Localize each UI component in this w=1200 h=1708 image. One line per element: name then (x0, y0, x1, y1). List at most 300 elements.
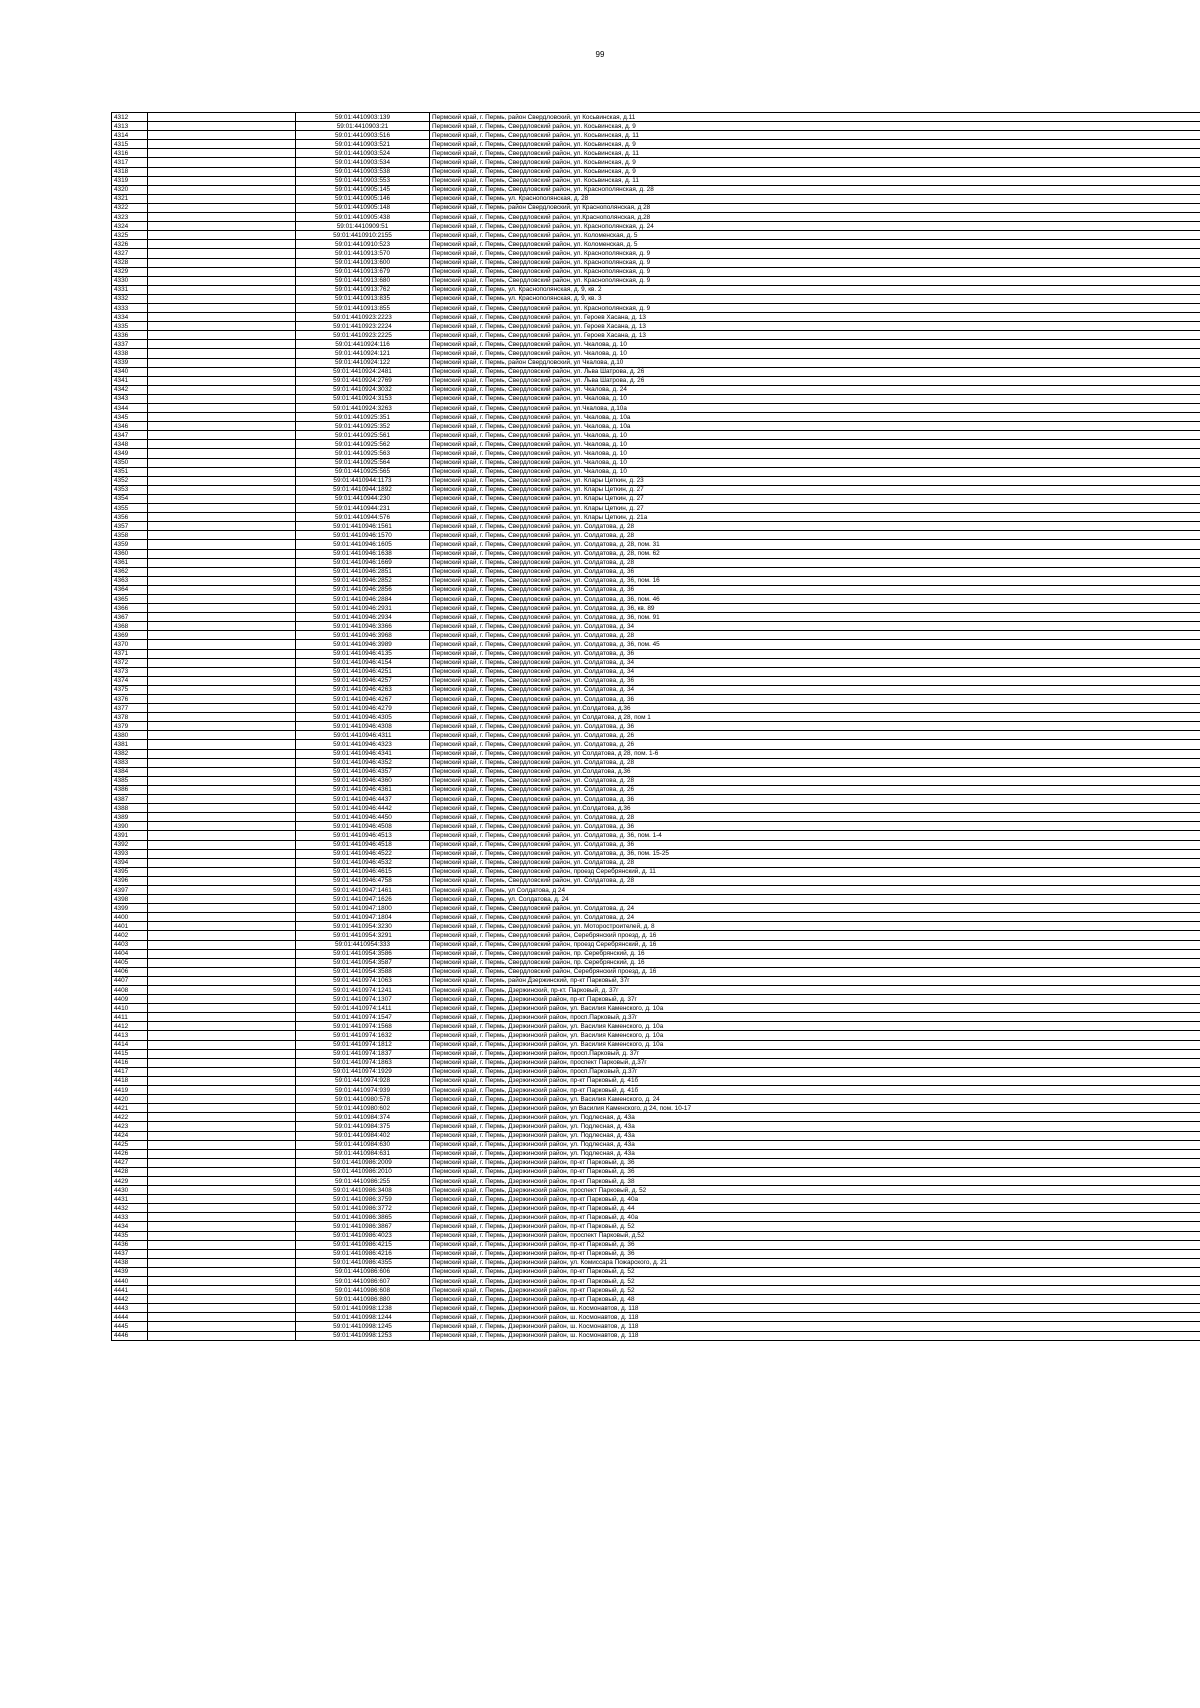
cadastral-number-cell: 59:01:4410903:516 (296, 131, 430, 140)
table-row (112, 876, 1200, 885)
table-row (112, 122, 1200, 131)
address-cell: Пермский край, г. Пермь, Дзержинский район, проспект Парковый, д.52 (430, 1231, 1200, 1240)
address-cell: Пермский край, г. Пермь, Свердловский район, ул. Солдатова, д. 36 (430, 585, 1200, 594)
address-cell: Пермский край, г. Пермь, Дзержинский район, ш. Космонавтов, д. 118 (430, 1313, 1200, 1322)
address-cell: Пермский край, г. Пермь, Дзержинский район, ш. Космонавтов, д. 118 (430, 1322, 1200, 1331)
cadastral-number-cell: 59:01:4410913:680 (296, 276, 430, 285)
empty-cell (148, 822, 296, 831)
row-number-cell: 4433 (112, 1213, 148, 1222)
address-cell: Пермский край, г. Пермь, Свердловский район, ул.Солдатова, д.36 (430, 804, 1200, 813)
row-number-cell: 4374 (112, 676, 148, 685)
cadastral-number-cell: 59:01:4410984:630 (296, 1140, 430, 1149)
empty-cell (148, 185, 296, 194)
cadastral-number-cell: 59:01:4410946:4308 (296, 722, 430, 731)
row-number-cell: 4376 (112, 695, 148, 704)
table-row (112, 995, 1200, 1004)
table-row (112, 885, 1200, 894)
table-row (112, 404, 1200, 413)
table-row (112, 1031, 1200, 1040)
empty-cell (148, 594, 296, 603)
empty-cell (148, 1331, 296, 1340)
row-number-cell: 4422 (112, 1113, 148, 1122)
table-row (112, 867, 1200, 876)
address-cell: Пермский край, г. Пермь, Свердловский район, ул. Солдатова, д. 26 (430, 740, 1200, 749)
row-number-cell: 4394 (112, 858, 148, 867)
address-cell: Пермский край, г. Пермь, Свердловский район, ул. Краснополянская, д. 9 (430, 267, 1200, 276)
cadastral-number-cell: 59:01:4410974:1307 (296, 995, 430, 1004)
table-row (112, 367, 1200, 376)
cadastral-number-cell: 59:01:4410903:521 (296, 140, 430, 149)
table-row (112, 567, 1200, 576)
cadastral-number-cell: 59:01:4410905:146 (296, 194, 430, 203)
empty-cell (148, 976, 296, 985)
row-number-cell: 4326 (112, 240, 148, 249)
cadastral-number-cell: 59:01:4410998:1238 (296, 1304, 430, 1313)
address-cell: Пермский край, г. Пермь, Свердловский район, ул.Чкалова, д.10а (430, 404, 1200, 413)
row-number-cell: 4323 (112, 213, 148, 222)
page-number: 99 (595, 50, 605, 59)
empty-cell (148, 267, 296, 276)
table-row (112, 458, 1200, 467)
cadastral-number-cell: 59:01:4410946:2852 (296, 576, 430, 585)
row-number-cell: 4408 (112, 986, 148, 995)
cadastral-number-cell: 59:01:4410980:578 (296, 1095, 430, 1104)
cadastral-number-cell: 59:01:4410974:1411 (296, 1004, 430, 1013)
cadastral-number-cell: 59:01:4410944:576 (296, 513, 430, 522)
cadastral-number-cell: 59:01:4410986:2010 (296, 1167, 430, 1176)
address-cell: Пермский край, г. Пермь, Дзержинский район, пр-кт Парковый, д. 48 (430, 1295, 1200, 1304)
table-row (112, 1213, 1200, 1222)
row-number-cell: 4315 (112, 140, 148, 149)
table-row (112, 576, 1200, 585)
cadastral-number-cell: 59:01:4410954:3587 (296, 958, 430, 967)
table-row (112, 240, 1200, 249)
empty-cell (148, 140, 296, 149)
table-row (112, 1167, 1200, 1176)
table-row (112, 1022, 1200, 1031)
address-cell: Пермский край, г. Пермь, Свердловский район, ул. Солдатова, д. 28 (430, 876, 1200, 885)
address-cell: Пермский край, г. Пермь, Свердловский район, ул. Льва Шатрова, д. 26 (430, 376, 1200, 385)
address-cell: Пермский край, г. Пермь, Свердловский район, ул. Солдатова, д. 34 (430, 622, 1200, 631)
row-number-cell: 4437 (112, 1249, 148, 1258)
cadastral-number-cell: 59:01:4410946:1561 (296, 522, 430, 531)
address-cell: Пермский край, г. Пермь, Свердловский район, ул. Краснополянская, д. 9 (430, 258, 1200, 267)
empty-cell (148, 813, 296, 822)
address-cell: Пермский край, г. Пермь, Свердловский район, ул. Солдатова, д. 36, пом. 45 (430, 640, 1200, 649)
table-row (112, 1104, 1200, 1113)
address-cell: Пермский край, г. Пермь, Дзержинский район, ул. Подлесная, д. 43а (430, 1122, 1200, 1131)
row-number-cell: 4384 (112, 767, 148, 776)
cadastral-number-cell: 59:01:4410946:3366 (296, 622, 430, 631)
row-number-cell: 4442 (112, 1295, 148, 1304)
cadastral-number-cell: 59:01:4410946:2934 (296, 613, 430, 622)
cadastral-number-cell: 59:01:4410946:2931 (296, 604, 430, 613)
empty-cell (148, 876, 296, 885)
address-cell: Пермский край, г. Пермь, Свердловский район, ул. Солдатова, д. 36, кв. 89 (430, 604, 1200, 613)
row-number-cell: 4373 (112, 667, 148, 676)
table-row (112, 795, 1200, 804)
address-cell: Пермский край, г. Пермь, Свердловский район, ул. Клары Цеткин, д. 21а (430, 513, 1200, 522)
empty-cell (148, 194, 296, 203)
empty-cell (148, 1231, 296, 1240)
row-number-cell: 4420 (112, 1095, 148, 1104)
table-row (112, 649, 1200, 658)
address-cell: Пермский край, г. Пермь, Свердловский район, ул. Солдатова, д. 28 (430, 558, 1200, 567)
address-cell: Пермский край, г. Пермь, Свердловский район, ул. Солдатова, д. 24 (430, 913, 1200, 922)
address-cell: Пермский край, г. Пермь, Дзержинский район, пр-кт Парковый, д. 40а (430, 1195, 1200, 1204)
cadastral-number-cell: 59:01:4410974:1837 (296, 1049, 430, 1058)
row-number-cell: 4356 (112, 513, 148, 522)
address-cell: Пермский край, г. Пермь, Дзержинский район, пр-кт Парковый, д. 38 (430, 1176, 1200, 1185)
empty-cell (148, 449, 296, 458)
empty-cell (148, 895, 296, 904)
address-cell: Пермский край, г. Пермь, Свердловский район, ул. Солдатова, д. 28 (430, 522, 1200, 531)
empty-cell (148, 1158, 296, 1167)
cadastral-number-cell: 59:01:4410924:3032 (296, 385, 430, 394)
cadastral-number-cell: 59:01:4410925:352 (296, 422, 430, 431)
empty-cell (148, 567, 296, 576)
empty-cell (148, 167, 296, 176)
table-row (112, 940, 1200, 949)
empty-cell (148, 113, 296, 122)
row-number-cell: 4327 (112, 249, 148, 258)
table-row (112, 322, 1200, 331)
empty-cell (148, 1286, 296, 1295)
table-row (112, 1004, 1200, 1013)
cadastral-number-cell: 59:01:4410986:3865 (296, 1213, 430, 1222)
row-number-cell: 4351 (112, 467, 148, 476)
empty-cell (148, 613, 296, 622)
address-cell: Пермский край, г. Пермь, ул. Краснополянская, д. 28 (430, 194, 1200, 203)
address-cell: Пермский край, г. Пермь, Свердловский район, ул. Солдатова, д. 36 (430, 567, 1200, 576)
address-cell: Пермский край, г. Пермь, Свердловский район, ул. Краснополянская, д. 9 (430, 303, 1200, 312)
table-row (112, 931, 1200, 940)
table-row (112, 1313, 1200, 1322)
table-row (112, 431, 1200, 440)
row-number-cell: 4438 (112, 1258, 148, 1267)
address-cell: Пермский край, г. Пермь, Свердловский район, ул. Моторостроителей, д. 8 (430, 922, 1200, 931)
empty-cell (148, 367, 296, 376)
table-row (112, 804, 1200, 813)
table-row (112, 1149, 1200, 1158)
empty-cell (148, 1204, 296, 1213)
empty-cell (148, 1104, 296, 1113)
row-number-cell: 4441 (112, 1286, 148, 1295)
row-number-cell: 4390 (112, 822, 148, 831)
cadastral-number-cell: 59:01:4410986:880 (296, 1295, 430, 1304)
row-number-cell: 4355 (112, 504, 148, 513)
address-cell: Пермский край, г. Пермь, Свердловский район, ул. Краснополянская, д. 9 (430, 249, 1200, 258)
cadastral-number-cell: 59:01:4410998:1245 (296, 1322, 430, 1331)
empty-cell (148, 276, 296, 285)
empty-cell (148, 1076, 296, 1085)
cadastral-number-cell: 59:01:4410946:4154 (296, 658, 430, 667)
table-row (112, 222, 1200, 231)
table-row (112, 1286, 1200, 1295)
cadastral-number-cell: 59:01:4410905:148 (296, 203, 430, 212)
table-row (112, 685, 1200, 694)
empty-cell (148, 1113, 296, 1122)
address-cell: Пермский край, г. Пермь, Дзержинский район, ул. Василия Каменского, д. 10а (430, 1022, 1200, 1031)
row-number-cell: 4383 (112, 758, 148, 767)
empty-cell (148, 967, 296, 976)
address-cell: Пермский край, г. Пермь, Свердловский район, ул. Косьвинская, д. 9 (430, 167, 1200, 176)
cadastral-number-cell: 59:01:4410923:2223 (296, 313, 430, 322)
empty-cell (148, 213, 296, 222)
row-number-cell: 4436 (112, 1240, 148, 1249)
table-row (112, 1067, 1200, 1076)
cadastral-number-cell: 59:01:4410986:4215 (296, 1240, 430, 1249)
empty-cell (148, 622, 296, 631)
row-number-cell: 4368 (112, 622, 148, 631)
table-row (112, 1277, 1200, 1286)
address-cell: Пермский край, г. Пермь, Свердловский район, проезд Серебрянский, д. 11 (430, 867, 1200, 876)
table-row (112, 895, 1200, 904)
table-row (112, 604, 1200, 613)
empty-cell (148, 576, 296, 585)
address-cell: Пермский край, г. Пермь, Свердловский район, ул. Чкалова, д. 10 (430, 394, 1200, 403)
table-row (112, 303, 1200, 312)
row-number-cell: 4414 (112, 1040, 148, 1049)
table-row (112, 1222, 1200, 1231)
row-number-cell: 4402 (112, 931, 148, 940)
empty-cell (148, 785, 296, 794)
empty-cell (148, 1095, 296, 1104)
empty-cell (148, 722, 296, 731)
row-number-cell: 4405 (112, 958, 148, 967)
cadastral-number-cell: 59:01:4410986:607 (296, 1277, 430, 1286)
address-cell: Пермский край, г. Пермь, Свердловский район, ул. Солдатова, д. 28 (430, 813, 1200, 822)
row-number-cell: 4360 (112, 549, 148, 558)
empty-cell (148, 804, 296, 813)
table-row (112, 113, 1200, 122)
row-number-cell: 4345 (112, 413, 148, 422)
row-number-cell: 4428 (112, 1167, 148, 1176)
address-cell: Пермский край, г. Пермь, Дзержинский район, пр-кт Парковый, д. 36 (430, 1240, 1200, 1249)
table-row (112, 131, 1200, 140)
cadastral-number-cell: 59:01:4410954:3588 (296, 967, 430, 976)
row-number-cell: 4335 (112, 322, 148, 331)
table-row (112, 176, 1200, 185)
row-number-cell: 4429 (112, 1176, 148, 1185)
empty-cell (148, 776, 296, 785)
address-cell: Пермский край, г. Пермь, Свердловский район, ул. Чкалова, д. 10 (430, 340, 1200, 349)
table-row (112, 849, 1200, 858)
cadastral-number-cell: 59:01:4410974:939 (296, 1086, 430, 1095)
cadastral-number-cell: 59:01:4410946:4311 (296, 731, 430, 740)
row-number-cell: 4444 (112, 1313, 148, 1322)
table-row (112, 749, 1200, 758)
address-cell: Пермский край, г. Пермь, Свердловский район, ул. Солдатова, д. 36 (430, 649, 1200, 658)
empty-cell (148, 1086, 296, 1095)
address-cell: Пермский край, г. Пермь, Дзержинский район, пр-кт Парковый, д. 36 (430, 1167, 1200, 1176)
cadastral-number-cell: 59:01:4410946:2851 (296, 567, 430, 576)
address-cell: Пермский край, г. Пермь, ул. Краснополянская, д. 9, кв. 3 (430, 294, 1200, 303)
address-cell: Пермский край, г. Пермь, Свердловский район, ул. Солдатова, д. 24 (430, 904, 1200, 913)
cadastral-number-cell: 59:01:4410925:563 (296, 449, 430, 458)
empty-cell (148, 258, 296, 267)
address-cell: Пермский край, г. Пермь, Дзержинский район, пр-кт Парковый, д. 41б (430, 1086, 1200, 1095)
cadastral-number-cell: 59:01:4410998:1244 (296, 1313, 430, 1322)
address-cell: Пермский край, г. Пермь, Дзержинский район, просп.Парковый, д.37г (430, 1013, 1200, 1022)
table-row (112, 485, 1200, 494)
address-cell: Пермский край, г. Пермь, Свердловский район, ул. Косьвинская, д. 9 (430, 122, 1200, 131)
address-cell: Пермский край, г. Пермь, Свердловский район, пр. Серебрянский, д. 16 (430, 958, 1200, 967)
empty-cell (148, 840, 296, 849)
table-row (112, 413, 1200, 422)
table-row (112, 449, 1200, 458)
address-cell: Пермский край, г. Пермь, Дзержинский район, пр-кт Парковый, д. 44 (430, 1204, 1200, 1213)
cadastral-number-cell: 59:01:4410946:2884 (296, 594, 430, 603)
cadastral-number-cell: 59:01:4410923:2225 (296, 331, 430, 340)
registry-table (111, 112, 1200, 1341)
empty-cell (148, 676, 296, 685)
table-row (112, 140, 1200, 149)
empty-cell (148, 931, 296, 940)
address-cell: Пермский край, г. Пермь, Свердловский район, ул. Солдатова, д. 34 (430, 685, 1200, 694)
row-number-cell: 4407 (112, 976, 148, 985)
empty-cell (148, 303, 296, 312)
row-number-cell: 4377 (112, 704, 148, 713)
cadastral-number-cell: 59:01:4410944:1173 (296, 476, 430, 485)
address-cell: Пермский край, г. Пермь, ул. Солдатова, д. 24 (430, 895, 1200, 904)
row-number-cell: 4396 (112, 876, 148, 885)
table-row (112, 258, 1200, 267)
row-number-cell: 4312 (112, 113, 148, 122)
cadastral-number-cell: 59:01:4410944:1892 (296, 485, 430, 494)
table-row (112, 549, 1200, 558)
table-row (112, 349, 1200, 358)
cadastral-number-cell: 59:01:4410986:4023 (296, 1231, 430, 1240)
cadastral-number-cell: 59:01:4410974:1568 (296, 1022, 430, 1031)
table-row (112, 522, 1200, 531)
table-row (112, 1049, 1200, 1058)
cadastral-number-cell: 59:01:4410946:4615 (296, 867, 430, 876)
empty-cell (148, 1176, 296, 1185)
address-cell: Пермский край, г. Пермь, Дзержинский район, пр-кт Парковый, д. 36 (430, 1249, 1200, 1258)
cadastral-number-cell: 59:01:4410974:928 (296, 1076, 430, 1085)
empty-cell (148, 358, 296, 367)
empty-cell (148, 1322, 296, 1331)
table-row (112, 1249, 1200, 1258)
address-cell: Пермский край, г. Пермь, Свердловский район, ул.Краснополянская, д.28 (430, 213, 1200, 222)
empty-cell (148, 1267, 296, 1276)
empty-cell (148, 958, 296, 967)
address-cell: Пермский край, г. Пермь, Свердловский район, ул. Чкалова, д. 10 (430, 440, 1200, 449)
row-number-cell: 4418 (112, 1076, 148, 1085)
row-number-cell: 4316 (112, 149, 148, 158)
cadastral-number-cell: 59:01:4410946:3968 (296, 631, 430, 640)
address-cell: Пермский край, г. Пермь, Дзержинский район, ул. Василия Каменского, д. 10а (430, 1040, 1200, 1049)
address-cell: Пермский край, г. Пермь, Свердловский район, ул.Солдатова, д.36 (430, 767, 1200, 776)
table-row (112, 1304, 1200, 1313)
table-row (112, 531, 1200, 540)
address-cell: Пермский край, г. Пермь, Дзержинский район, просп.Парковый, д. 37г (430, 1049, 1200, 1058)
empty-cell (148, 885, 296, 894)
cadastral-number-cell: 59:01:4410946:4450 (296, 813, 430, 822)
address-cell: Пермский край, г. Пермь, Дзержинский район, ул. Подлесная, д. 43а (430, 1149, 1200, 1158)
empty-cell (148, 767, 296, 776)
address-cell: Пермский край, г. Пермь, Свердловский район, ул. Чкалова, д. 10 (430, 431, 1200, 440)
row-number-cell: 4344 (112, 404, 148, 413)
cadastral-number-cell: 59:01:4410974:1929 (296, 1067, 430, 1076)
address-cell: Пермский край, г. Пермь, Свердловский район, ул. Чкалова, д. 10 (430, 467, 1200, 476)
cadastral-number-cell: 59:01:4410946:4251 (296, 667, 430, 676)
empty-cell (148, 1195, 296, 1204)
address-cell: Пермский край, г. Пермь, Свердловский район, ул. Клары Цеткин, д. 27 (430, 494, 1200, 503)
empty-cell (148, 1140, 296, 1149)
address-cell: Пермский край, г. Пермь, Свердловский район, ул. Коломенская, д. 5 (430, 240, 1200, 249)
cadastral-number-cell: 59:01:4410913:835 (296, 294, 430, 303)
cadastral-number-cell: 59:01:4410946:4341 (296, 749, 430, 758)
row-number-cell: 4334 (112, 313, 148, 322)
address-cell: Пермский край, г. Пермь, Дзержинский район, просп.Парковый, д.37г (430, 1067, 1200, 1076)
row-number-cell: 4313 (112, 122, 148, 131)
empty-cell (148, 203, 296, 212)
address-cell: Пермский край, г. Пермь, Свердловский район, ул. Чкалова, д. 10 (430, 349, 1200, 358)
row-number-cell: 4354 (112, 494, 148, 503)
table-row (112, 558, 1200, 567)
row-number-cell: 4319 (112, 176, 148, 185)
empty-cell (148, 986, 296, 995)
cadastral-number-cell: 59:01:4410947:1804 (296, 913, 430, 922)
row-number-cell: 4406 (112, 967, 148, 976)
row-number-cell: 4362 (112, 567, 148, 576)
table-row (112, 622, 1200, 631)
cadastral-number-cell: 59:01:4410903:21 (296, 122, 430, 131)
empty-cell (148, 313, 296, 322)
address-cell: Пермский край, г. Пермь, Свердловский район, ул. Клары Цеткин, д. 27 (430, 504, 1200, 513)
empty-cell (148, 1040, 296, 1049)
row-number-cell: 4314 (112, 131, 148, 140)
address-cell: Пермский край, г. Пермь, Дзержинский район, пр-кт Парковый, д. 52 (430, 1222, 1200, 1231)
table-row (112, 167, 1200, 176)
cadastral-number-cell: 59:01:4410998:1253 (296, 1331, 430, 1340)
empty-cell (148, 1222, 296, 1231)
row-number-cell: 4341 (112, 376, 148, 385)
empty-cell (148, 467, 296, 476)
table-row (112, 1258, 1200, 1267)
table-row (112, 185, 1200, 194)
row-number-cell: 4347 (112, 431, 148, 440)
row-number-cell: 4388 (112, 804, 148, 813)
row-number-cell: 4317 (112, 158, 148, 167)
empty-cell (148, 995, 296, 1004)
empty-cell (148, 322, 296, 331)
address-cell: Пермский край, г. Пермь, Дзержинский район, ул. Комиссара Пожарского, д. 21 (430, 1258, 1200, 1267)
row-number-cell: 4352 (112, 476, 148, 485)
row-number-cell: 4427 (112, 1158, 148, 1167)
row-number-cell: 4363 (112, 576, 148, 585)
row-number-cell: 4325 (112, 231, 148, 240)
cadastral-number-cell: 59:01:4410946:4758 (296, 876, 430, 885)
address-cell: Пермский край, г. Пермь, Свердловский район, ул. Солдатова, д. 28 (430, 531, 1200, 540)
address-cell: Пермский край, г. Пермь, Свердловский район, ул.Солдатова, д.36 (430, 704, 1200, 713)
cadastral-number-cell: 59:01:4410913:600 (296, 258, 430, 267)
address-cell: Пермский край, г. Пермь, Свердловский район, ул. Солдатова, д. 36 (430, 722, 1200, 731)
cadastral-number-cell: 59:01:4410946:4135 (296, 649, 430, 658)
cadastral-number-cell: 59:01:4410924:116 (296, 340, 430, 349)
empty-cell (148, 1313, 296, 1322)
table-row (112, 1267, 1200, 1276)
cadastral-number-cell: 59:01:4410946:4357 (296, 767, 430, 776)
cadastral-number-cell: 59:01:4410946:4267 (296, 695, 430, 704)
cadastral-number-cell: 59:01:4410944:231 (296, 504, 430, 513)
address-cell: Пермский край, г. Пермь, Свердловский район, ул. Чкалова, д. 10а (430, 422, 1200, 431)
address-cell: Пермский край, г. Пермь, район Свердловский, ул Косьвинская, д.11 (430, 113, 1200, 122)
cadastral-number-cell: 59:01:4410986:608 (296, 1286, 430, 1295)
empty-cell (148, 122, 296, 131)
